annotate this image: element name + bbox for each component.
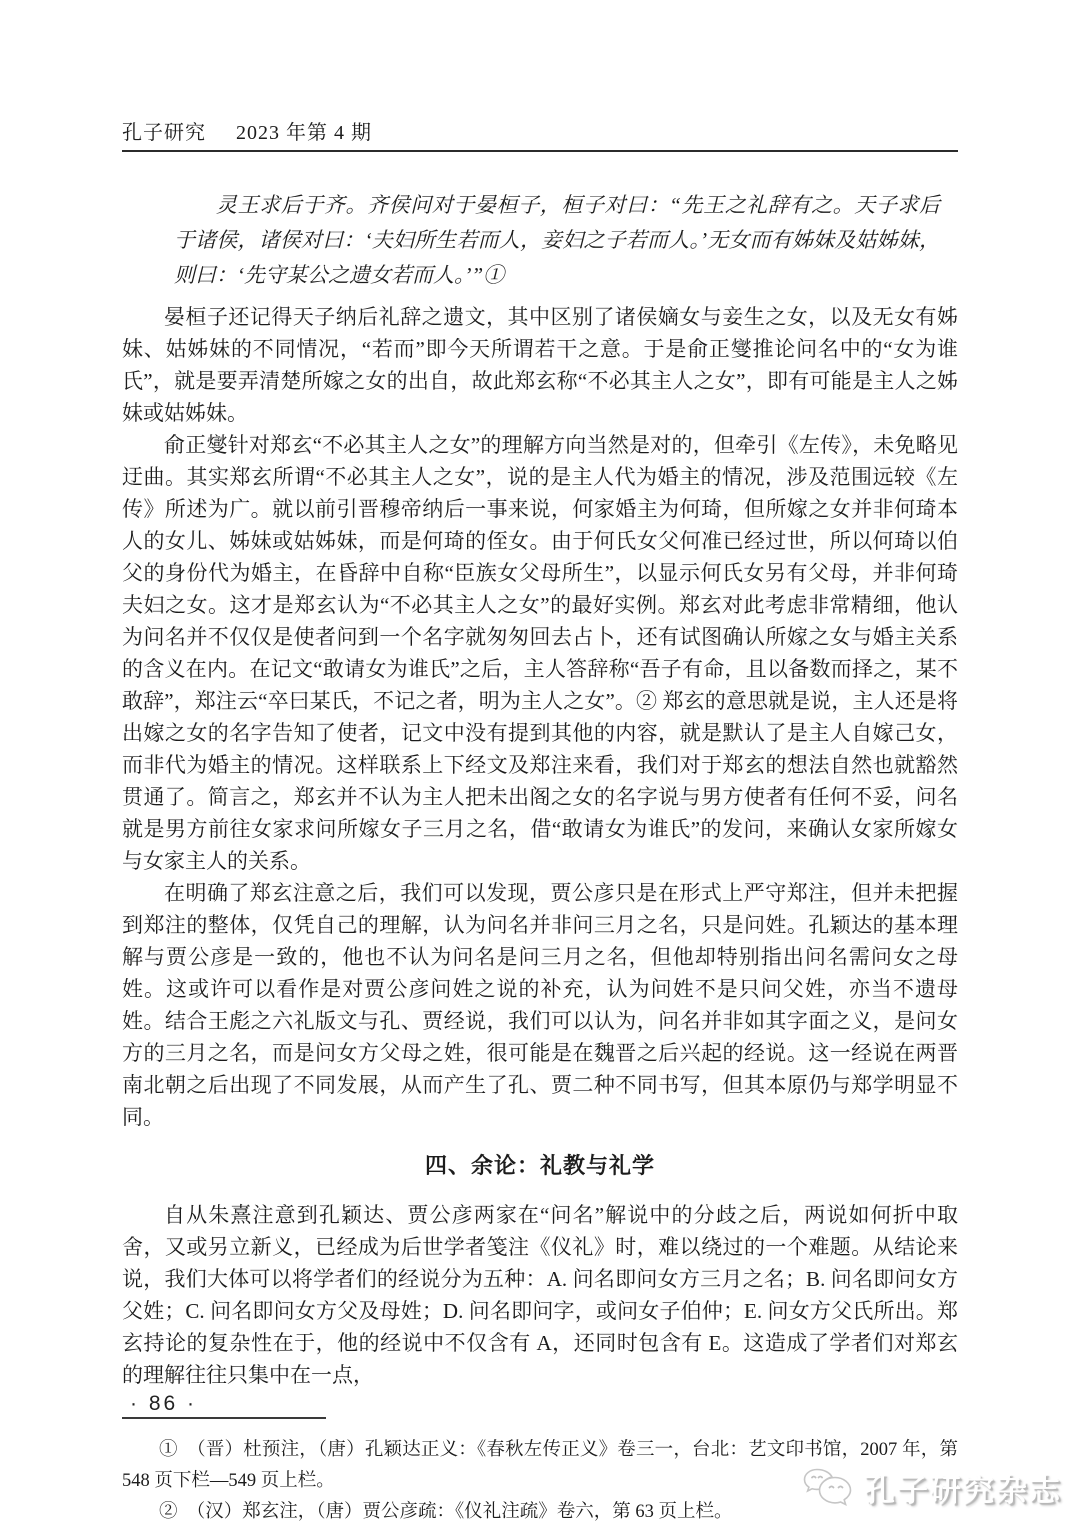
wechat-chat-bubbles-icon <box>802 1466 856 1510</box>
paragraph: 俞正燮针对郑玄“不必其主人之女”的理解方向当然是对的，但牵引《左传》，未免略见迂曲。其实郑玄所谓“不必其主人之女”，说的是主人代为婚主的情况，涉及范围远较《左传》所述为广。就以前引晋穆帝纳后一事来说，何家婚主为何琦，但所嫁之女并非何琦本人的女儿、姊妹或姑姊妹，而是何琦的侄女。由于何氏女父何准已经过世，所以何琦以伯父的身份代为婚主，在昏辞中自称“臣族女父母所生”，以显示何氏女另有父母，并非何琦夫妇之女。这才是郑玄认为“不必其主人之女”的最好实例。郑玄对此考虑非常精细，他认为问名并不仅仅是使者问到一个名字就匆匆回去占卜，还有试图确认所嫁之女与婚主关系的含义在内。在记文“敢请女为谁氏”之后，主人答辞称“吾子有命，且以备数而择之，某不敢辞”，郑注云“卒曰某氏，不记之者，明为主人之女”。② 郑玄的意思就是说，主人还是将出嫁之女的名字告知了使者，记文中没有提到其他的内容，就是默认了是主人自嫁己女，而非代为婚主的情况。这样联系上下经文及郑注来看，我们对于郑玄的想法自然也就豁然贯通了。简言之，郑玄并不认为主人把未出阁之女的名字说与男方使者有任何不妥，问名就是男方前往女家求问所嫁女子三月之名，借“敢请女为谁氏”的发问，来确认女家所嫁女与女家主人的关系。 <box>122 433 958 873</box>
block-quote: 灵王求后于齐。齐侯问对于晏桓子，桓子对曰：“先王之礼辞有之。天子求后于诸侯，诸侯对曰：‘夫妇所生若而人，妾妇之子若而人。’无女而有姊妹及姑姊妹，则曰：‘先守某公之遗女若而人。’”① <box>174 193 940 287</box>
footnote: ② （汉）郑玄注，（唐）贾公彦疏：《仪礼注疏》卷六，第 63 页上栏。 <box>159 1502 733 1522</box>
footnote-divider <box>122 1417 326 1419</box>
page-header <box>122 116 958 145</box>
footnote: ① （晋）杜预注，（唐）孔颖达正义：《春秋左传正义》卷三一，台北：艺文印书馆，2007 年，第 548 页下栏—549 页上栏。 <box>122 1440 958 1491</box>
page-number: · 86 · <box>130 1392 198 1415</box>
section-heading: 四、余论：礼教与礼学 <box>424 1153 655 1178</box>
issue-info: 2023 年第 4 期 <box>236 122 372 144</box>
paragraph: 晏桓子还记得天子纳后礼辞之遗文，其中区别了诸侯嫡女与妾生之女，以及无女有姊妹、姑姊妹的不同情况，“若而”即今天所谓若干之意。于是俞正燮推论问名中的“女为谁氏”，就是要弄清楚所嫁之女的出自，故此郑玄称“不必其主人之女”，即有可能是主人之姊妹或姑姊妹。 <box>122 305 958 425</box>
watermark-label: 孔子研究杂志 <box>864 1473 1062 1508</box>
paragraph: 自从朱熹注意到孔颖达、贾公彦两家在“问名”解说中的分歧之后，两说如何折中取舍，又或另立新义，已经成为后世学者笺注《仪礼》时，难以绕过的一个难题。从结论来说，我们大体可以将学者们的经说分为五种：A. 问名即问女方三月之名；B. 问名即问女方父姓；C. 问名即问女方父及母姓；D. 问名即问字，或问女子伯仲；E. 问女方父氏所出。郑玄持论的复杂性在于，他的经说中不仅含有 A，还同时包含有 E。这造成了学者们对郑玄的理解往往只集中在一点， <box>122 1203 958 1387</box>
watermark <box>802 1465 1062 1510</box>
header-rule <box>122 150 958 152</box>
article-body <box>122 188 958 1526</box>
journal-title: 孔子研究 <box>122 122 206 144</box>
paragraph: 在明确了郑玄注意之后，我们可以发现，贾公彦只是在形式上严守郑注，但并未把握到郑注的整体，仅凭自己的理解，认为问名并非问三月之名，只是问姓。孔颖达的基本理解与贾公彦是一致的，他也不认为问名是问三月之名，但他却特别指出问名需问女之母姓。这或许可以看作是对贾公彦问姓之说的补充，认为问姓不是只问父姓，亦当不遗母姓。结合王彪之六礼版文与孔、贾经说，我们可以认为，问名并非如其字面之义，是问女方的三月之名，而是问女方父母之姓，很可能是在魏晋之后兴起的经说。这一经说在两晋南北朝之后出现了不同发展，从而产生了孔、贾二种不同书写，但其本原仍与郑学明显不同。 <box>122 881 958 1129</box>
